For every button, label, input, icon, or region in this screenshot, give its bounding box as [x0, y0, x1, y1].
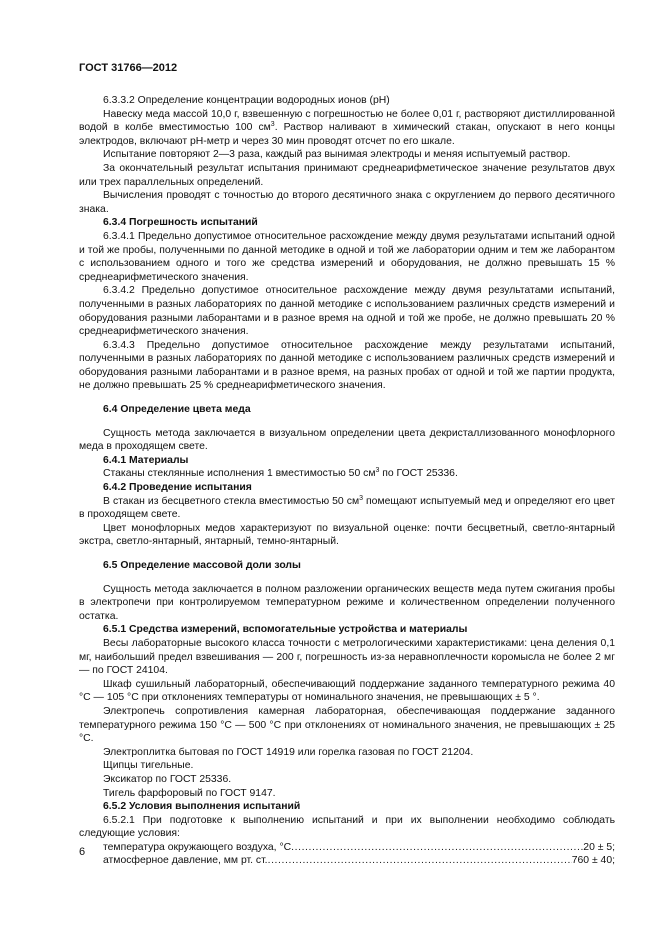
- paragraph-6-3-3-2: 6.3.3.2 Определение концентрации водородных ионов (pH): [103, 95, 390, 106]
- condition-row-pressure: [79, 854, 615, 868]
- dot-leader: [291, 841, 583, 855]
- paragraph-desiccator: Эксикатор по ГОСТ 25336.: [103, 773, 232, 785]
- paragraph-procedure: [79, 495, 615, 522]
- superscript: 3: [270, 121, 275, 129]
- paragraph-repeat: Испытание повторяют 2—3 раза, каждый раз вынимая электроды и меняя испытуемый раствор.: [103, 149, 571, 161]
- paragraph-crucible: Тигель фарфоровый по ГОСТ 9147.: [103, 787, 276, 799]
- paragraph-6-3-4-1: 6.3.4.1 Предельно допустимое относительное расхождение между двумя результатами испытаний одной и той же пробы, полученными по данной методике в одной и той же лаборатории одним и тем же лаборантом с использованием одного и того же средства измерений и оборудования, не должно превышать 15 % среднеарифметического значения.: [79, 230, 615, 283]
- heading-6-5-2: 6.5.2 Условия выполнения испытаний: [103, 801, 301, 813]
- text: Навеску меда массой 10,0 г, взвешенную с погрешностью не более 0,01 г, растворяют дистиллированной водой в колбе вместимостью 100 см: [79, 108, 615, 134]
- paragraph-sample-prep: [79, 108, 615, 149]
- heading-6-5-1: 6.5.1 Средства измерений, вспомогательные устройства и материалы: [103, 624, 468, 636]
- condition-value: 20 ± 5;: [583, 841, 615, 853]
- condition-value: 760 ± 40;: [571, 855, 615, 867]
- paragraph-hotplate: Электроплитка бытовая по ГОСТ 14919 или горелка газовая по ГОСТ 21204.: [103, 746, 474, 758]
- document-header: ГОСТ 31766—2012: [79, 62, 178, 74]
- superscript: 3: [375, 467, 380, 475]
- paragraph-final-result: За окончательный результат испытания принимают среднеарифметическое значение результатов двух или трех параллельных определений.: [79, 162, 615, 188]
- superscript: 3: [359, 494, 364, 502]
- paragraph-color-method: Сущность метода заключается в визуальном определении цвета декристаллизованного монофлорного меда в проходящем свете.: [79, 427, 615, 453]
- document-body: [79, 94, 615, 868]
- heading-6-4: 6.4 Определение цвета меда: [103, 404, 251, 416]
- condition-label: атмосферное давление, мм рт. ст.: [103, 855, 268, 867]
- text: по ГОСТ 25336.: [379, 468, 458, 480]
- condition-label: температура окружающего воздуха, °С: [103, 841, 292, 853]
- text: помещают испытуемый мед и определяют его цвет в проходящем свете.: [79, 495, 616, 521]
- heading-6-4-2: 6.4.2 Проведение испытания: [103, 482, 252, 494]
- paragraph-6-3-4-3: 6.3.4.3 Предельно допустимое относительное расхождение между результатами испытаний, полученными в разных лабораториях по данной методике с использованием различных средств измерений и оборудования разными лаборантами и в разное время, на разных пробах от одной и той же партии продукта, не должно превышать 25 % среднеарифметического значения.: [79, 339, 615, 392]
- paragraph-furnace: Электропечь сопротивления камерная лабораторная, обеспечивающая поддержание заданного температурного режима 150 °С — 500 °С при отклонениях от номинального значения, не превышающих ± 25 °С.: [79, 705, 615, 745]
- paragraph-calculation: Вычисления проводят с точностью до второго десятичного знака с округлением до первого десятичного знака.: [79, 190, 615, 215]
- text: В стакан из бесцветного стекла вместимостью 50 см: [103, 495, 360, 507]
- paragraph-drying-cabinet: Шкаф сушильный лабораторный, обеспечивающий поддержание заданного температурного режима 40 °С — 105 °С при отклонениях температуры от номинального значения, не превышающих ± 5 °.: [79, 678, 615, 704]
- text: . Раствор наливают в химический стакан, опускают в него концы электродов, включают pH-метр и через 30 мин проводят отсчет по его шкале.: [79, 122, 615, 147]
- dot-leader: [268, 854, 572, 868]
- heading-6-4-1: 6.4.1 Материалы: [103, 454, 189, 466]
- text: Стаканы стеклянные исполнения 1 вместимостью 50 см: [103, 468, 376, 480]
- paragraph-tongs: Щипцы тигельные.: [103, 760, 194, 772]
- paragraph-materials: [79, 467, 615, 481]
- paragraph-6-3-4-2: 6.3.4.2 Предельно допустимое относительное расхождение между двумя результатами испытаний, полученными в разных лабораториях по данной методике с использованием различных средств измерений и оборудования разными лаборантами и в разное время на одной и той же пробе, не должно превышать 20 % среднеарифметического значения.: [79, 285, 615, 338]
- page-number: 6: [79, 846, 86, 858]
- paragraph-scales: Весы лабораторные высокого класса точности с метрологическими характеристиками: цена деления 0,1 мг, наибольший предел взвешивания — 200 г, погрешность из-за неравноплечности коромысла не более 2 мг — по ГОСТ 24104.: [79, 637, 615, 677]
- paragraph-ash-method: Сущность метода заключается в полном разложении органических веществ меда путем сжигания пробы в электропечи при контролируемом температурном режиме и количественном определении полученного остатка.: [79, 583, 615, 622]
- heading-6-3-4: 6.3.4 Погрешность испытаний: [103, 217, 258, 229]
- paragraph-color-grades: Цвет монофлорных медов характеризуют по визуальной оценке: почти бесцветный, светло-янтарный экстра, светло-янтарный, янтарный, темно-янтарный.: [79, 522, 615, 548]
- condition-row-temperature: [79, 841, 615, 855]
- heading-6-5: 6.5 Определение массовой доли золы: [103, 560, 301, 571]
- paragraph-6-5-2-1: 6.5.2.1 При подготовке к выполнению испытаний и при их выполнении необходимо соблюдать следующие условия:: [79, 814, 615, 840]
